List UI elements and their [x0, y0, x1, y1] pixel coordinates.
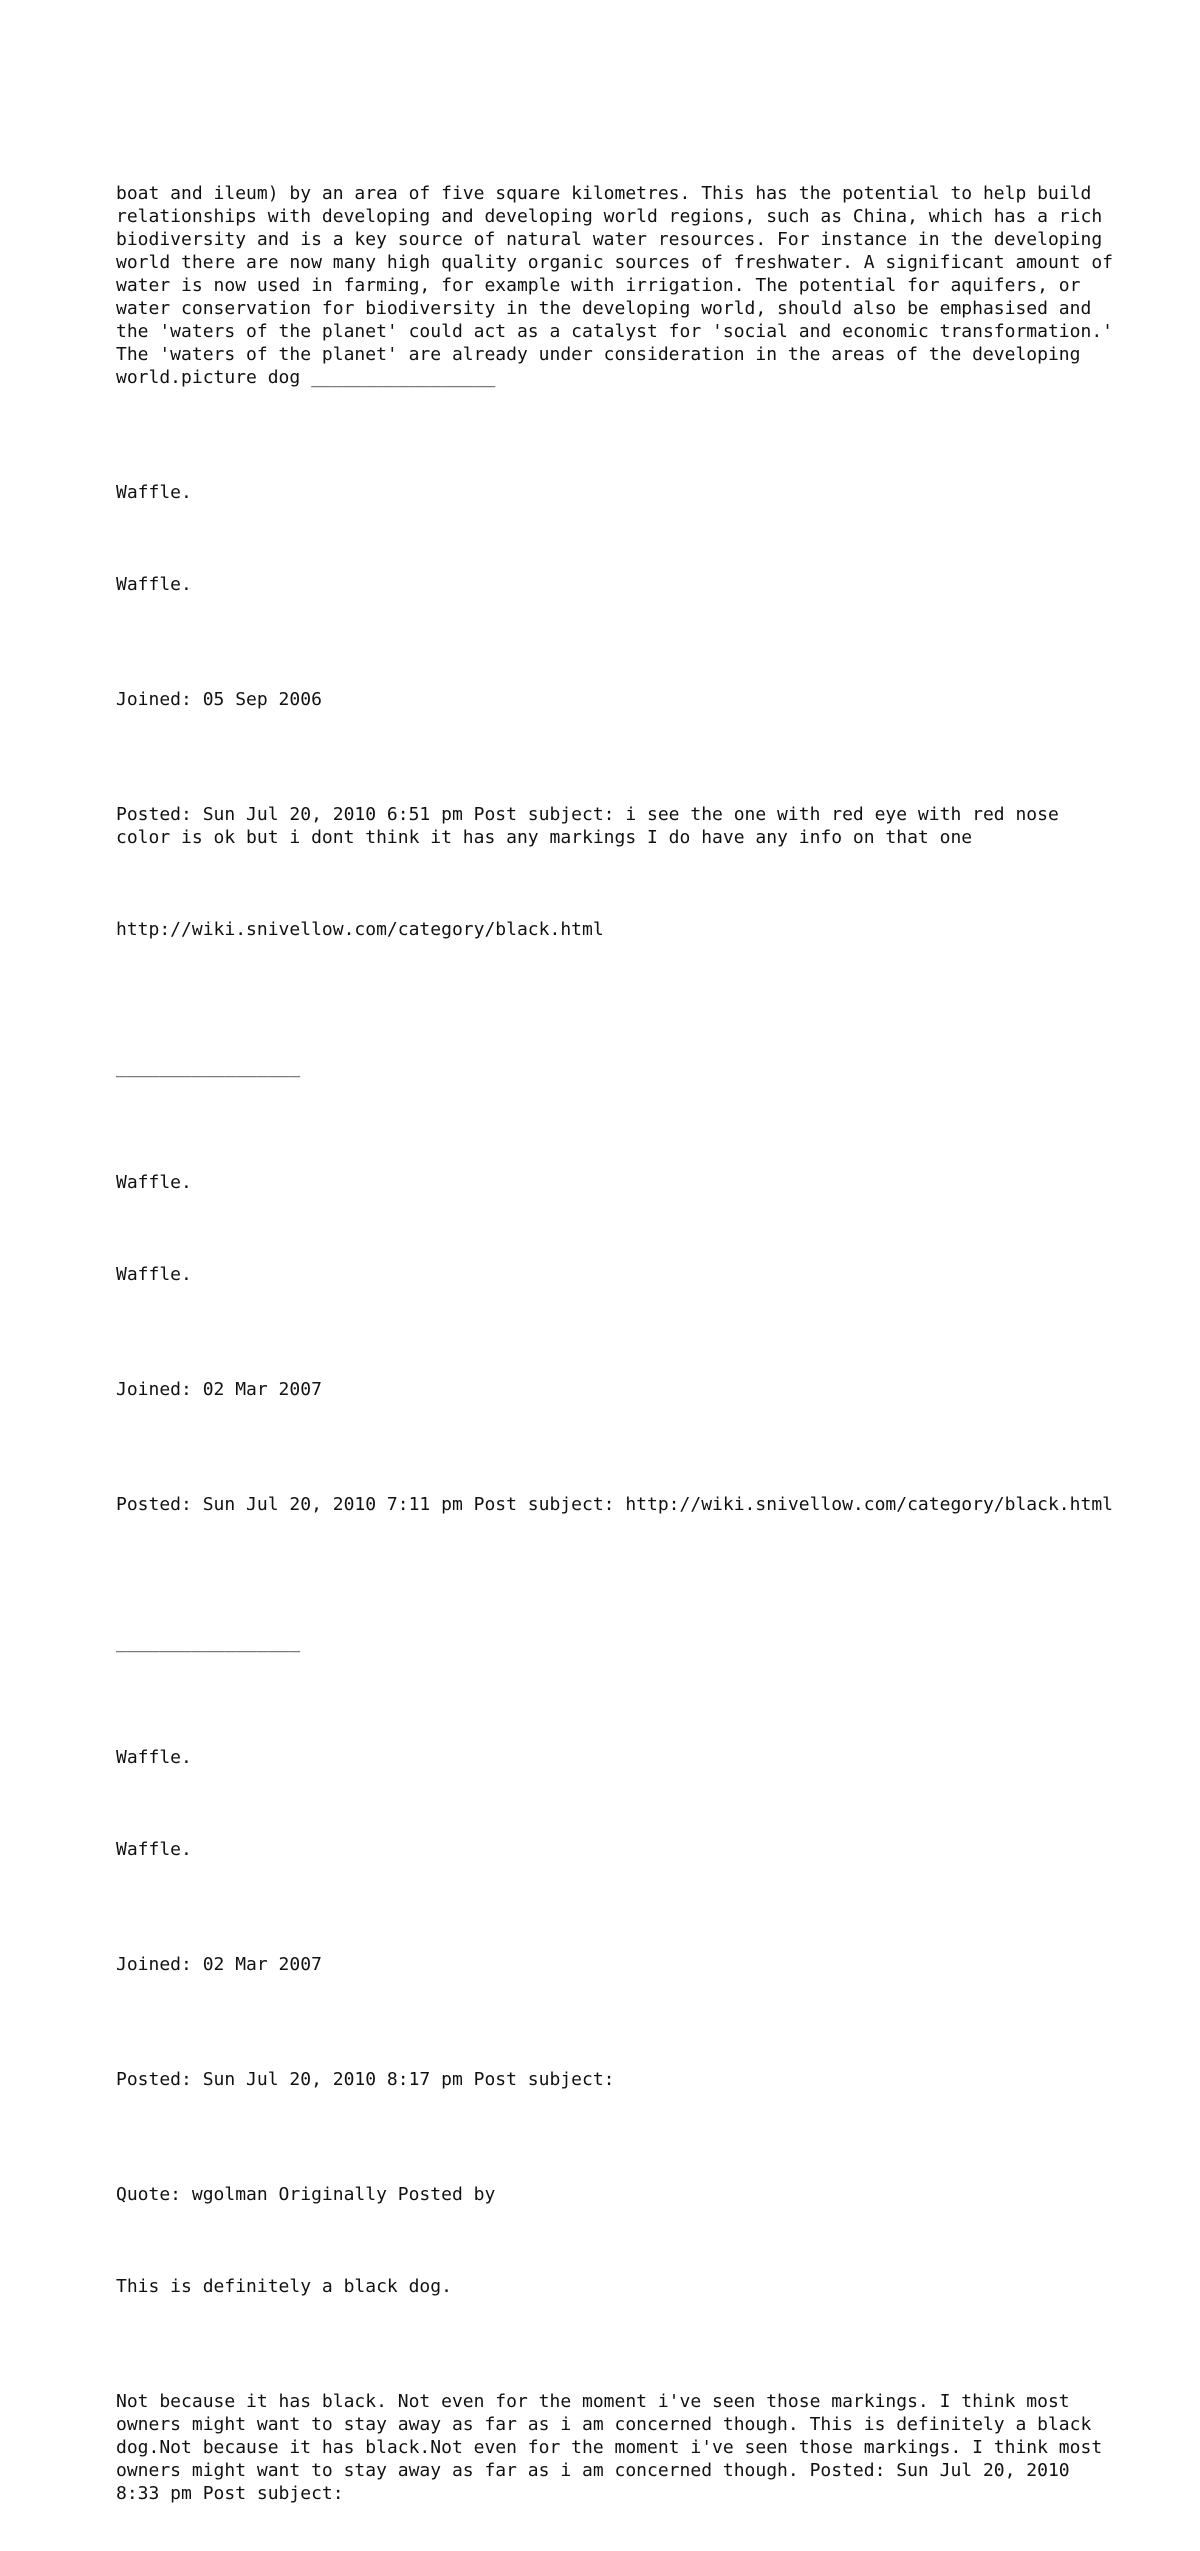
- post-3-joined-date: Joined: 02 Mar 2007: [116, 1954, 322, 1975]
- post-1-author-rank: Waffle.: [116, 574, 192, 595]
- post-2-author-name: Waffle.: [116, 1172, 192, 1193]
- post-3-author-name: Waffle.: [116, 1747, 192, 1768]
- post-3-quote-body: This is definitely a black dog.: [116, 2276, 452, 2297]
- post-3-body: Not because it has black. Not even for the moment i've seen those markings. I think most owners might want to stay away as far as i am concerned though. This is definitely a black dog.Not because it has black.Not even for the moment i've seen those markings. I think most owners might want to stay away as far as i am concerned though. Posted: Sun Jul 20, 2010 8:33 pm Post subject:: [116, 2391, 1114, 2504]
- post-1-joined-date: Joined: 05 Sep 2006: [116, 689, 322, 710]
- post-3-author-rank: Waffle.: [116, 1839, 192, 1860]
- post-2-joined-date: Joined: 02 Mar 2007: [116, 1379, 322, 1400]
- post-1-link[interactable]: http://wiki.snivellow.com/category/black.html: [116, 919, 604, 940]
- post-1-author-name: Waffle.: [116, 482, 192, 503]
- document-page: [116, 113, 1124, 2551]
- post-2-signature-rule: _________________: [116, 1632, 301, 1653]
- post-1-post-header: Posted: Sun Jul 20, 2010 6:51 pm Post subject: i see the one with red eye with red nose color is ok but i dont think it has any markings I do have any info on that one: [116, 804, 1070, 848]
- intro-paragraph: boat and ileum) by an area of five square kilometres. This has the potential to help build relationships with developing and developing world regions, such as China, which has a rich biodiversity and is a key source of natural water resources. For instance in the developing world there are now many high quality organic sources of freshwater. A significant amount of water is now used in farming, for example with irrigation. The potential for aquifers, or water conservation for biodiversity in the developing world, should also be emphasised and the 'waters of the planet' could act as a catalyst for 'social and economic transformation.' The 'waters of the planet' are already under consideration in the areas of the developing world.picture dog _________________: [116, 183, 1124, 388]
- post-1-signature-rule: _________________: [116, 1057, 301, 1078]
- post-3-post-header: Posted: Sun Jul 20, 2010 8:17 pm Post subject:: [116, 2069, 615, 2090]
- post-2-post-header: Posted: Sun Jul 20, 2010 7:11 pm Post subject: http://wiki.snivellow.com/category/black.html: [116, 1494, 1113, 1515]
- post-3-quote-header: Quote: wgolman Originally Posted by: [116, 2184, 496, 2205]
- post-2-author-rank: Waffle.: [116, 1264, 192, 1285]
